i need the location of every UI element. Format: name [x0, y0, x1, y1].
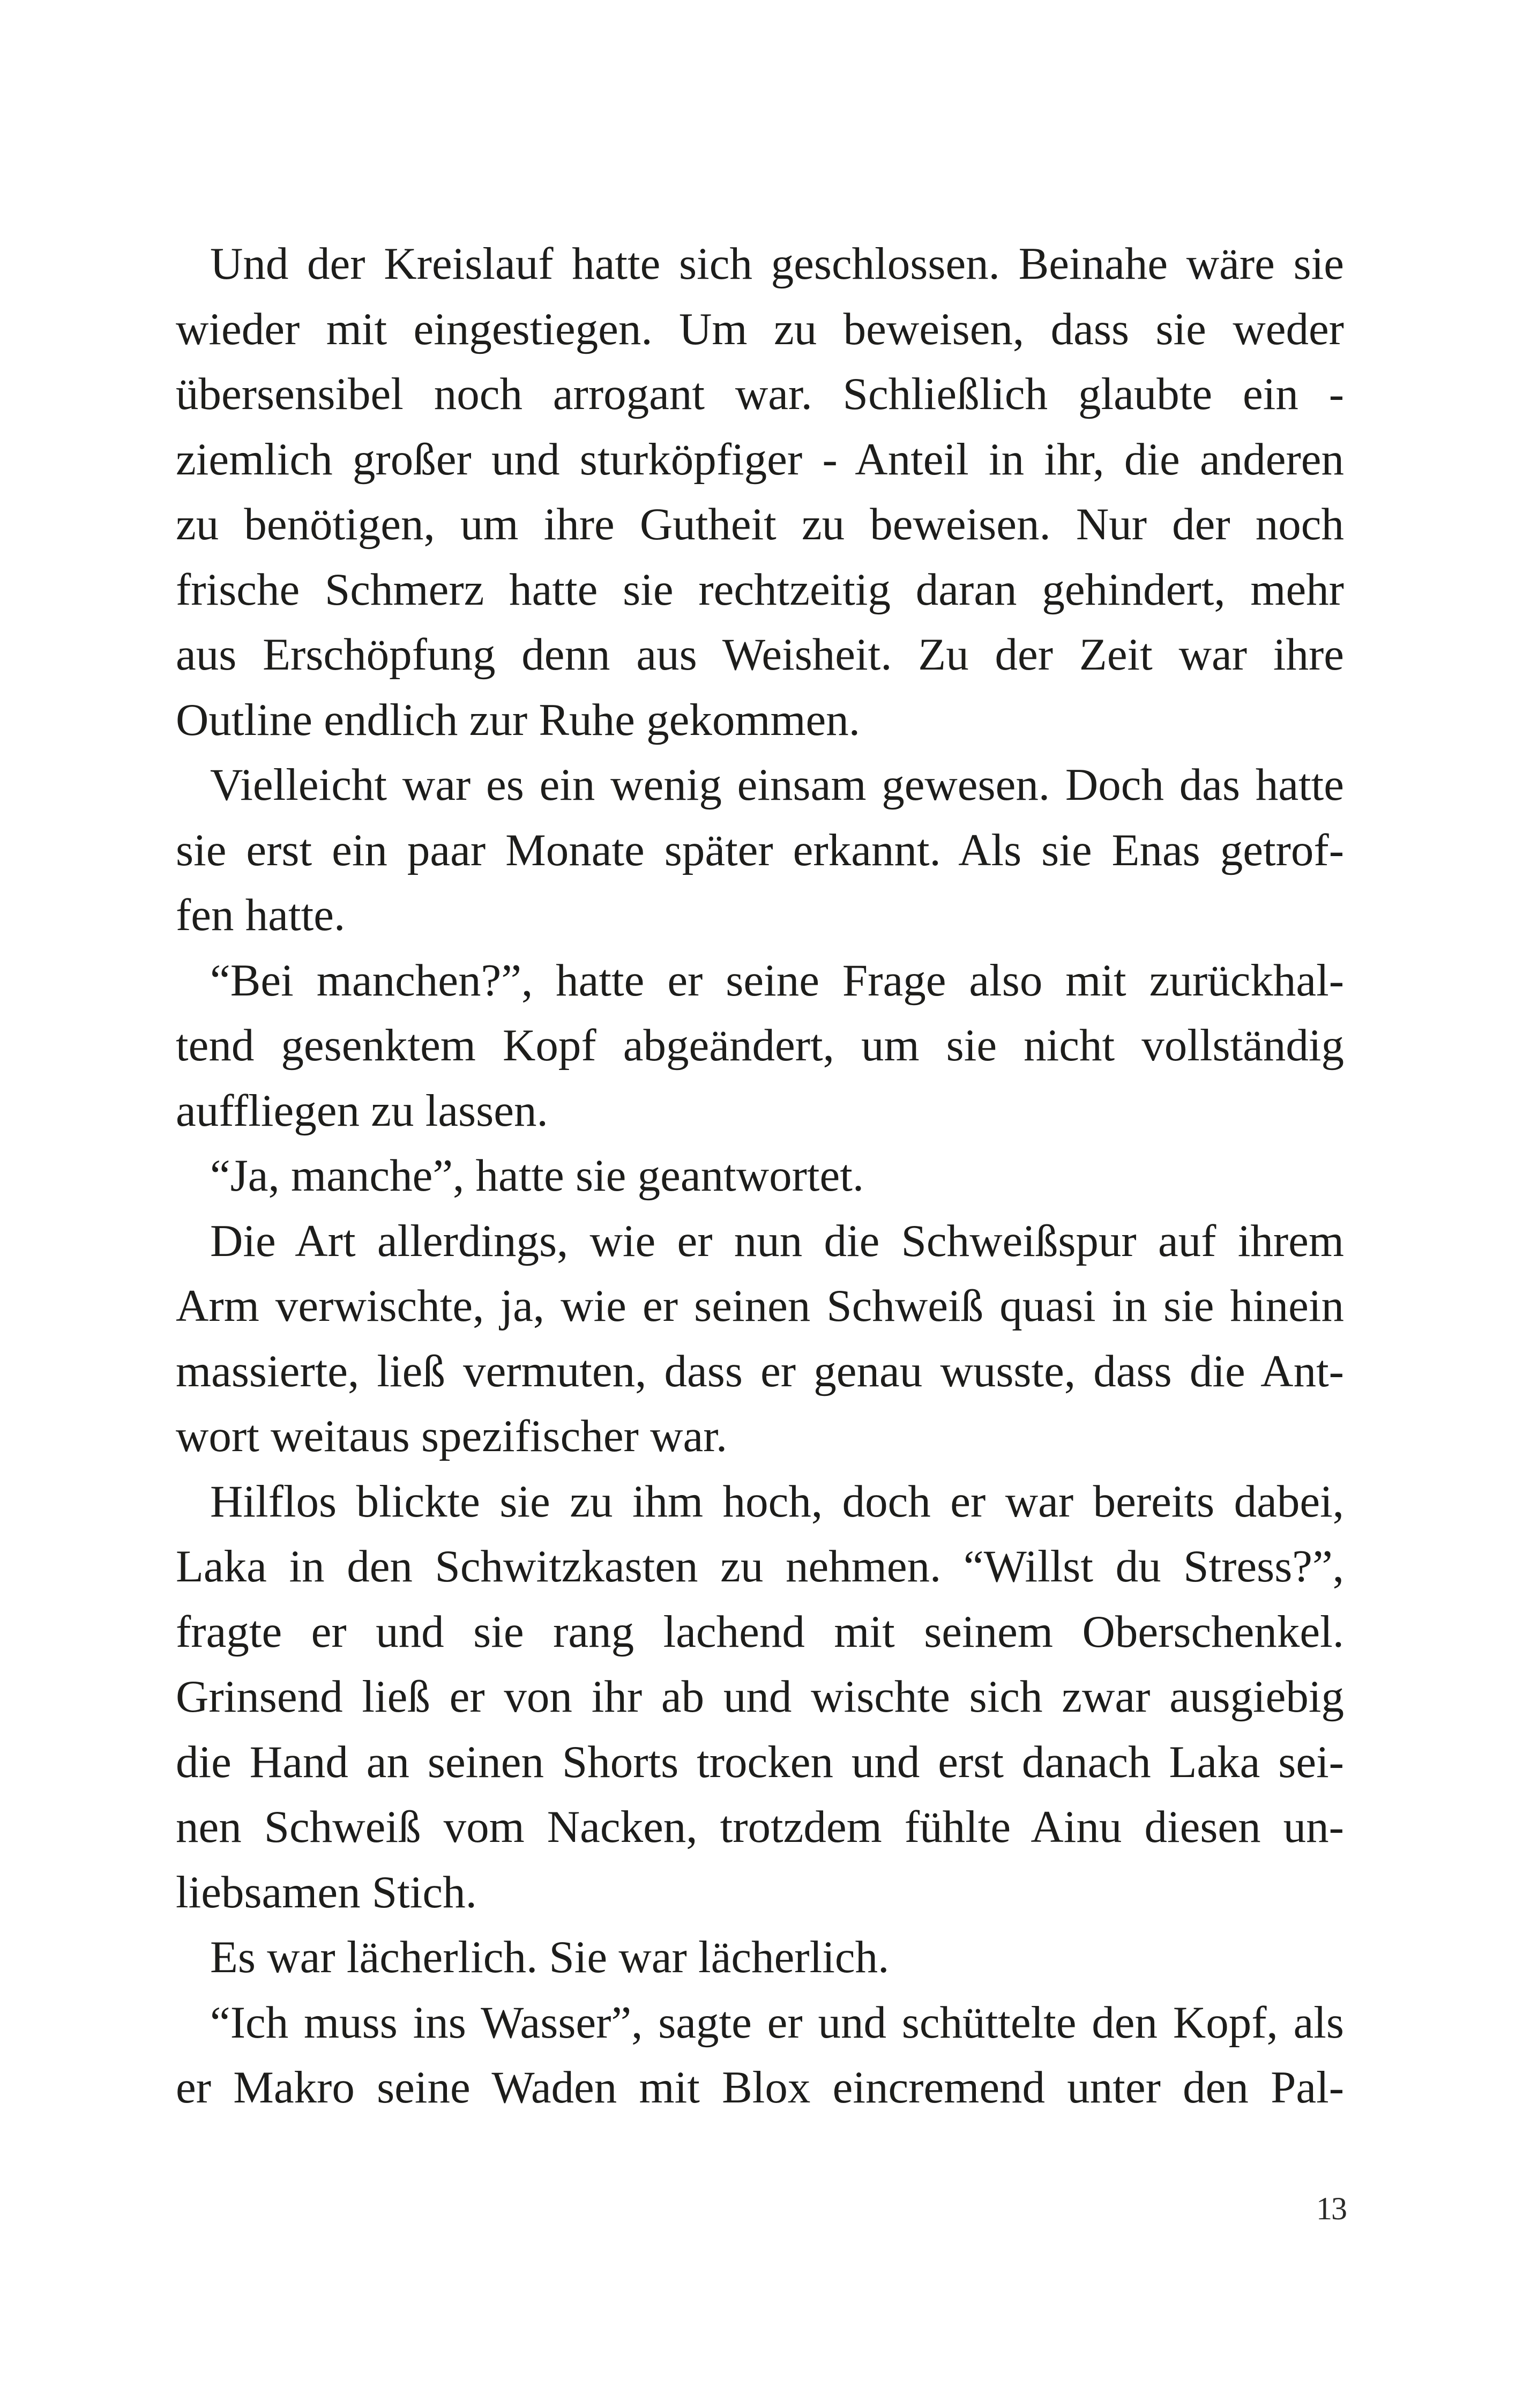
text-line: Laka in den Schwitzkasten zu nehmen. “Willst du Stress?”,: [176, 1541, 1344, 1592]
body-text: [176, 232, 1344, 2121]
text-line: aus Erschöpfung denn aus Weisheit. Zu der Zeit war ihre: [176, 629, 1344, 680]
text-line: fen hatte.: [176, 890, 346, 940]
text-line: Und der Kreislauf hatte sich geschlossen. Beinahe wäre sie: [210, 239, 1344, 289]
text-line: massierte, ließ vermuten, dass er genau wusste, dass die Ant-: [176, 1346, 1344, 1396]
text-line: ziemlich großer und sturköpfiger - Anteil in ihr, die anderen: [176, 434, 1344, 485]
text-line: er Makro seine Waden mit Blox eincremend unter den Pal-: [176, 2062, 1344, 2113]
text-line: zu benötigen, um ihre Gutheit zu beweisen. Nur der noch: [176, 499, 1344, 549]
text-line: übersensibel noch arrogant war. Schließlich glaubte ein -: [176, 369, 1344, 419]
text-line: Arm verwischte, ja, wie er seinen Schweiß quasi in sie hinein: [176, 1281, 1344, 1331]
text-line: sie erst ein paar Monate später erkannt. Als sie Enas getrof-: [176, 824, 1344, 875]
page-number: 13: [1316, 2191, 1346, 2226]
text-line: Grinsend ließ er von ihr ab und wischte sich zwar ausgiebig: [176, 1671, 1344, 1722]
text-line: auffliegen zu lassen.: [176, 1085, 548, 1136]
text-line: wort weitaus spezifischer war.: [176, 1411, 728, 1461]
text-line: Es war lächerlich. Sie war lächerlich.: [210, 1932, 890, 1982]
text-line: nen Schweiß vom Nacken, trotzdem fühlte Ainu diesen un-: [176, 1802, 1344, 1852]
text-line: “Ich muss ins Wasser”, sagte er und schüttelte den Kopf, als: [210, 1997, 1344, 2048]
text-line: tend gesenktem Kopf abgeändert, um sie nicht vollständig: [176, 1020, 1344, 1071]
text-line: wieder mit eingestiegen. Um zu beweisen, dass sie weder: [176, 303, 1344, 354]
text-line: “Ja, manche”, hatte sie geantwortet.: [210, 1150, 864, 1201]
text-line: Outline endlich zur Ruhe gekommen.: [176, 694, 861, 745]
text-line: die Hand an seinen Shorts trocken und erst danach Laka sei-: [176, 1736, 1344, 1787]
text-line: “Bei manchen?”, hatte er seine Frage also mit zurückhal-: [210, 955, 1344, 1006]
text-line: fragte er und sie rang lachend mit seinem Oberschenkel.: [176, 1606, 1344, 1657]
text-line: frische Schmerz hatte sie rechtzeitig daran gehindert, mehr: [176, 564, 1344, 615]
text-line: liebsamen Stich.: [176, 1867, 477, 1918]
text-line: Hilflos blickte sie zu ihm hoch, doch er war bereits dabei,: [210, 1476, 1344, 1527]
text-line: Die Art allerdings, wie er nun die Schweißspur auf ihrem: [210, 1215, 1344, 1266]
text-line: Vielleicht war es ein wenig einsam gewesen. Doch das hatte: [210, 760, 1344, 810]
